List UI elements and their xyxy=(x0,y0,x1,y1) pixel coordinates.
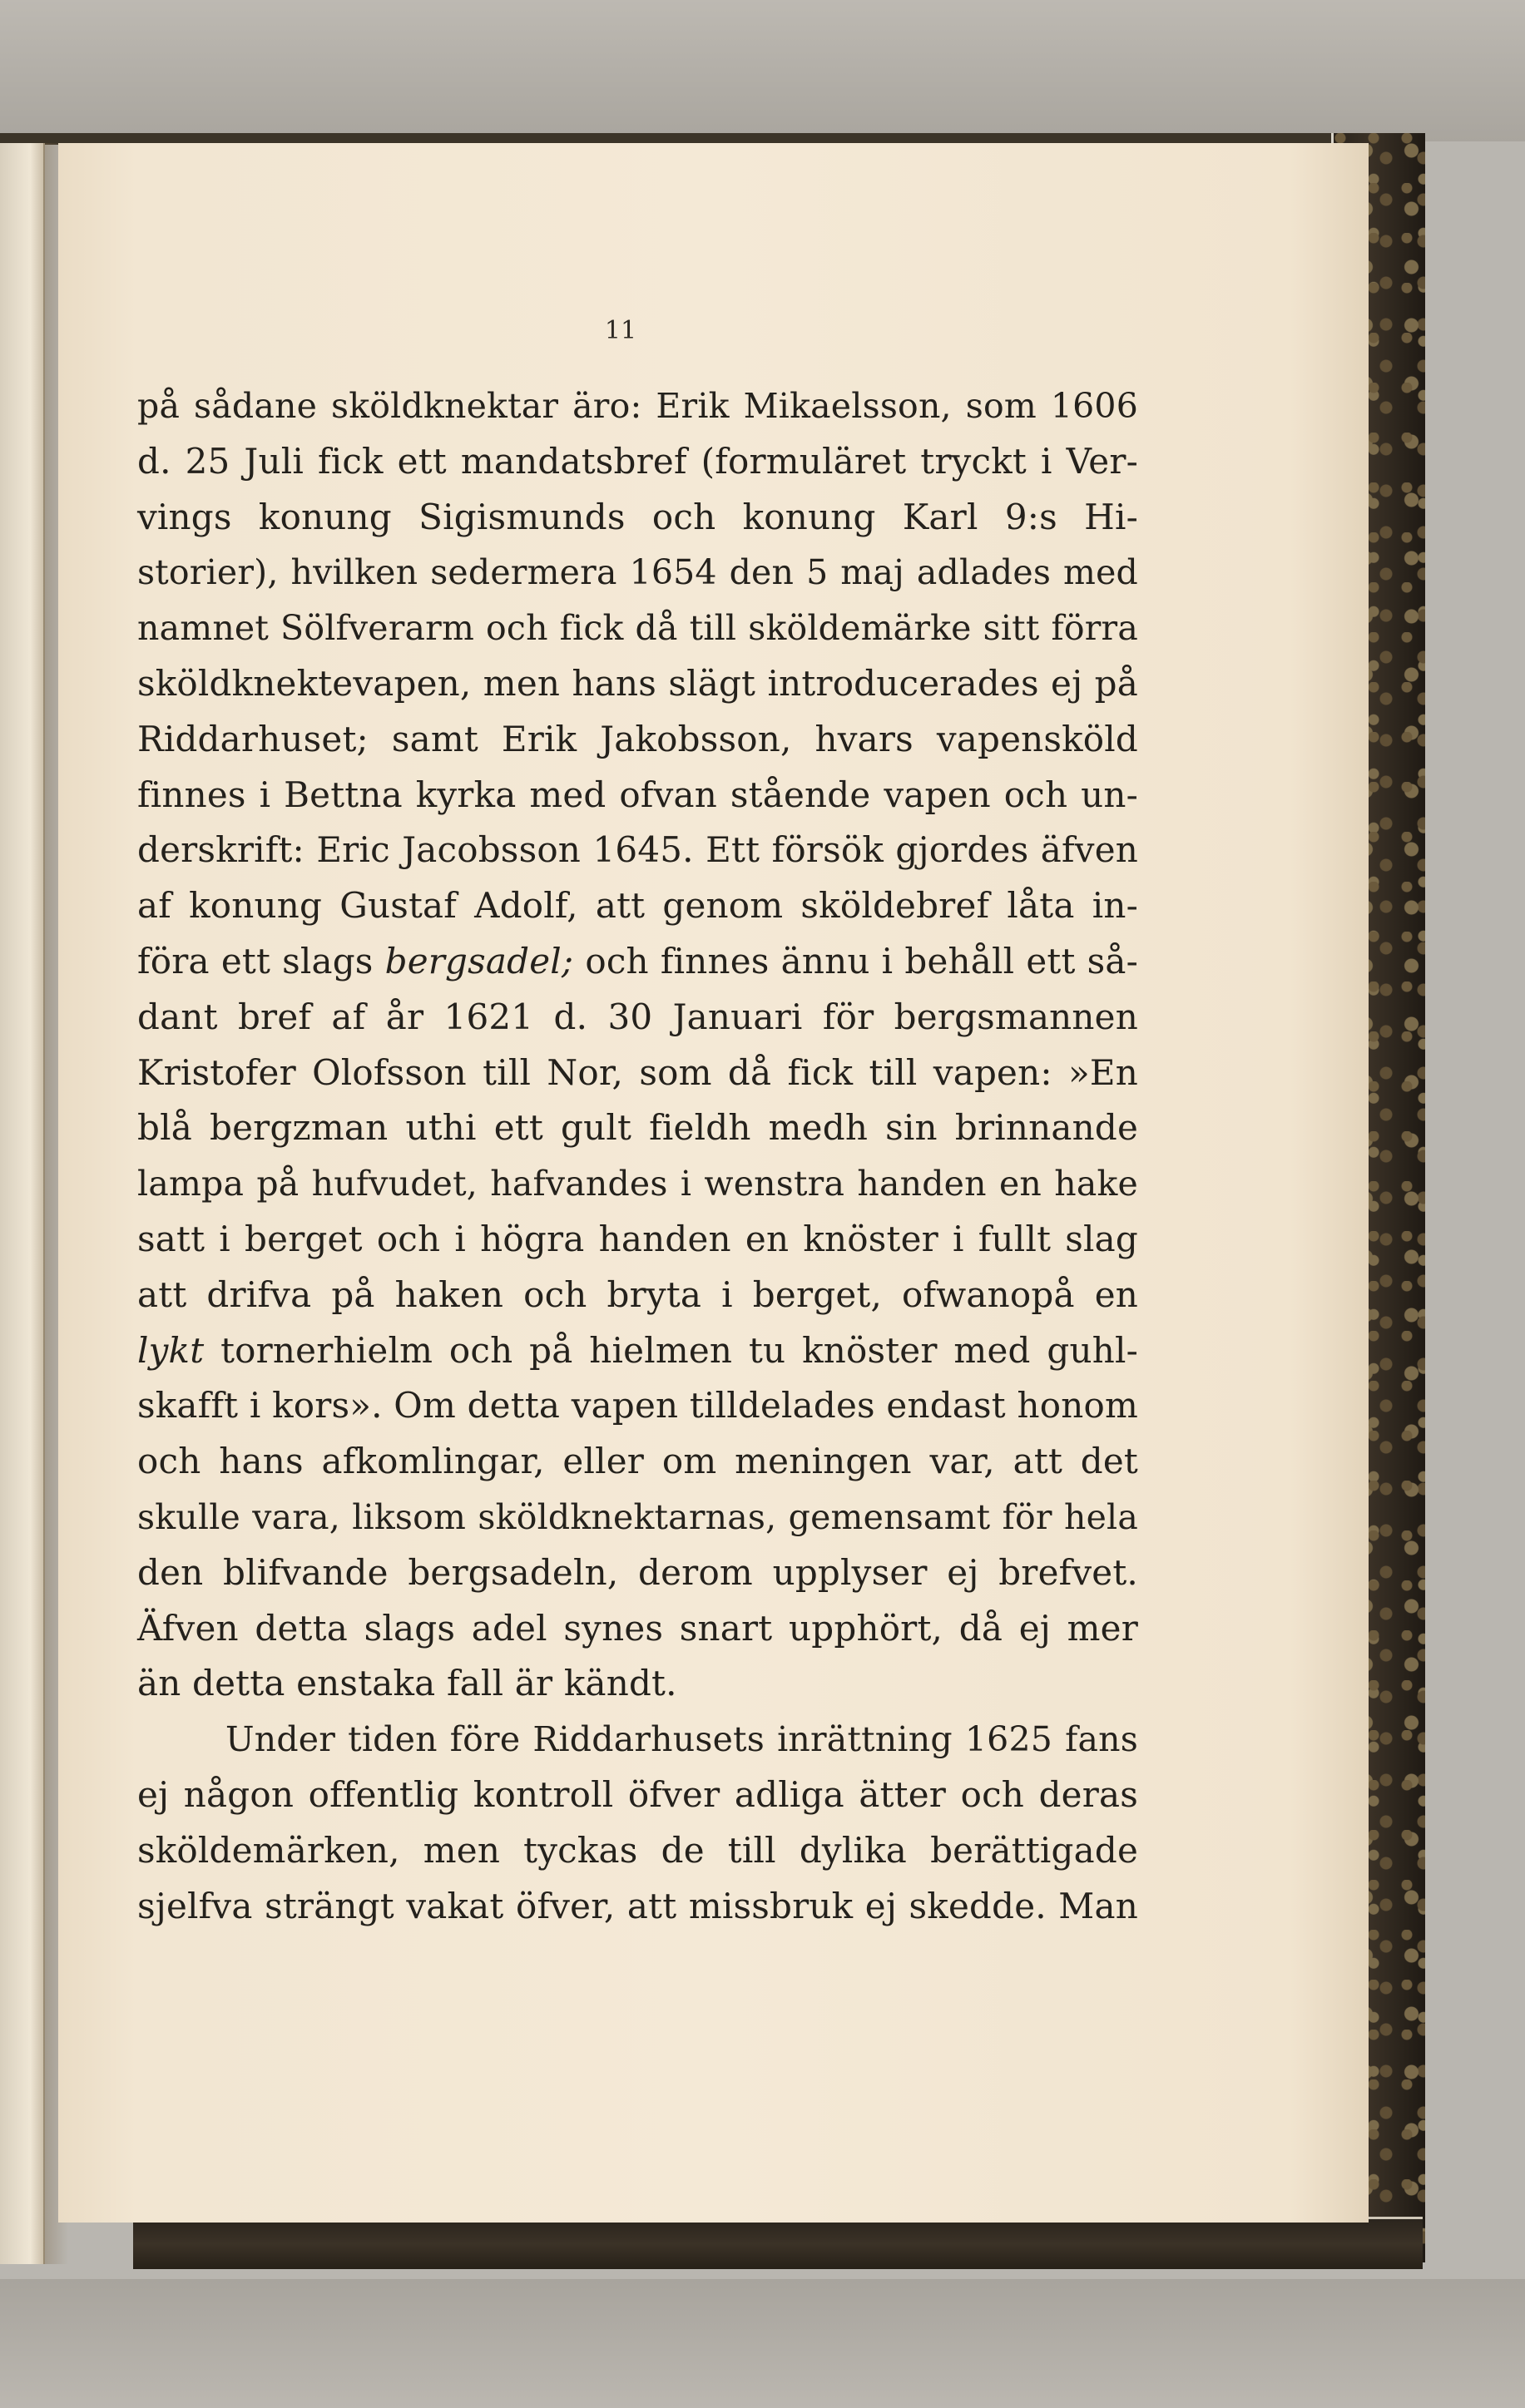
facing-page-edge xyxy=(0,143,45,2264)
text-line: d. 25 Juli fick ett mandatsbref (formuläret tryckt i Ver- xyxy=(137,440,1138,482)
text-line: och hans afkomlingar, eller om meningen var, att det xyxy=(137,1441,1138,1482)
text-line xyxy=(137,934,1138,990)
page-text xyxy=(137,378,1138,1934)
text-line: satt i berget och i högra handen en knöster i fullt slag xyxy=(137,1218,1138,1259)
text-line: Kristofer Olofsson till Nor, som då fick till vapen: »En xyxy=(137,1051,1138,1093)
text-line: sköldknektevapen, men hans slägt introducerades ej på xyxy=(137,662,1138,704)
text-line: skafft i kors». Om detta vapen tilldelades endast honom xyxy=(137,1385,1138,1427)
text-line: namnet Sölfverarm och fick då till sköldemärke sitt förra xyxy=(137,608,1138,649)
text-line: skulle vara, liksom sköldknektarnas, gemensamt för hela xyxy=(137,1496,1138,1537)
text-line: än detta enstaka fall är kändt. xyxy=(137,1663,677,1704)
text-line: Äfven detta slags adel synes snart upphört, då ej mer xyxy=(137,1607,1138,1649)
text-line: lampa på hufvudet, hafvandes i wenstra handen en hake xyxy=(137,1164,1138,1204)
text-line: att drifva på haken och bryta i berget, ofwanopå en xyxy=(137,1273,1138,1315)
text-line: af konung Gustaf Adolf, att genom sköldebref låta in- xyxy=(137,885,1138,927)
text-line: blå bergzman uthi ett gult fieldh medh sin brinnande xyxy=(137,1107,1138,1149)
text-line: derskrift: Eric Jacobsson 1645. Ett försök gjordes äfven xyxy=(137,829,1138,871)
italic-term: bergsadel; xyxy=(384,940,574,981)
text-line: vings konung Sigismunds och konung Karl 9:s Hi- xyxy=(137,496,1138,537)
text-line: sköldemärken, men tyckas de till dylika berättigade xyxy=(137,1829,1138,1871)
text-segment: och finnes ännu i behåll ett så- xyxy=(573,940,1138,981)
text-segment: föra ett slags xyxy=(137,940,385,981)
text-line xyxy=(137,1323,1138,1379)
text-line: dant bref af år 1621 d. 30 Januari för bergsmannen xyxy=(137,996,1138,1037)
text-line: Under tiden före Riddarhusets inrättning 1625 fans xyxy=(225,1719,1138,1760)
text-line: sjelfva strängt vakat öfver, att missbruk ej skedde. Man xyxy=(137,1885,1138,1926)
text-line: den blifvande bergsadeln, derom upplyser ej brefvet. xyxy=(137,1551,1138,1593)
scan-background-top xyxy=(0,0,1525,141)
text-line: ej någon offentlig kontroll öfver adliga ätter och deras xyxy=(137,1773,1138,1815)
text-line: Riddarhuset; samt Erik Jakobsson, hvars vapensköld xyxy=(137,718,1138,759)
page-number: 11 xyxy=(604,316,637,345)
text-line: på sådane sköldknektar äro: Erik Mikaelsson, som 1606 xyxy=(137,386,1138,426)
book-cover-bottom-edge xyxy=(133,2217,1423,2269)
italic-term: lykt xyxy=(137,1329,205,1371)
scan-background-bottom xyxy=(0,2279,1525,2408)
text-line: finnes i Bettna kyrka med ofvan stående vapen och un- xyxy=(137,774,1138,815)
text-line: storier), hvilken sedermera 1654 den 5 maj adlades med xyxy=(137,552,1138,593)
text-segment: tornerhielm och på hielmen tu knöster med guhl- xyxy=(204,1329,1138,1371)
